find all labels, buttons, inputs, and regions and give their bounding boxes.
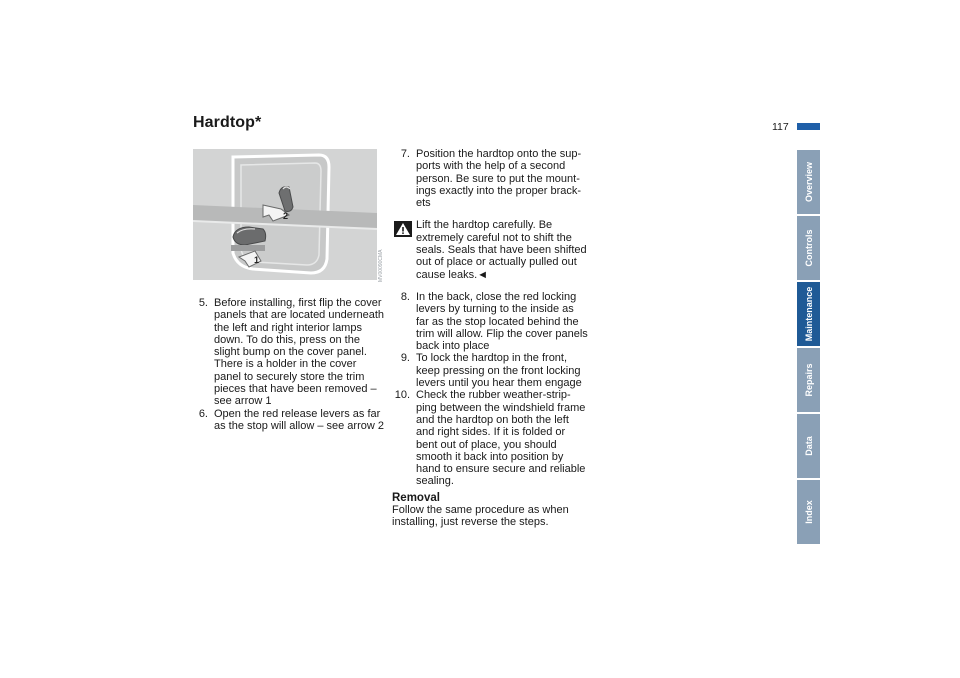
step-6 [196, 408, 386, 433]
section-tabs [797, 150, 820, 546]
tab-repairs-label: Repairs [803, 363, 814, 397]
tab-controls[interactable] [797, 216, 820, 280]
step-text: In the back, close the red locking levers by turning to the inside as far as the stop located behind the trim will allow. Flip the cover panels back into place [416, 290, 588, 353]
tab-index-label: Index [803, 500, 814, 524]
step-7 [392, 148, 588, 209]
removal-text: Follow the same procedure as when installing, just reverse the steps. [392, 504, 569, 529]
hardtop-illustration [193, 149, 377, 280]
page-number: 117 [772, 121, 789, 133]
warning-second-line: extremely careful not to shift the seals. Seals that have been shifted out of place or actually pulled out cause leaks.◄ [416, 231, 587, 281]
column-right [392, 148, 588, 529]
step-8 [392, 291, 588, 352]
tab-repairs[interactable] [797, 348, 820, 412]
step-text: Open the red release levers as far as the stop will allow – see arrow 2 [214, 407, 384, 432]
callout-2: 2 [283, 211, 289, 221]
tab-maintenance-label: Maintenance [803, 286, 814, 342]
step-10 [392, 389, 588, 487]
column-left [196, 297, 386, 432]
step-5 [196, 297, 386, 408]
tab-overview[interactable] [797, 150, 820, 214]
step-number: 5. [198, 297, 208, 309]
tab-index[interactable] [797, 480, 820, 544]
tab-overview-label: Overview [803, 161, 814, 203]
tab-maintenance[interactable] [797, 282, 820, 346]
step-number: 10. [394, 389, 410, 402]
step-9 [392, 352, 588, 389]
warning-icon [394, 221, 412, 237]
warning-note [392, 219, 588, 280]
step-number: 7. [400, 148, 410, 160]
page-number-bar [797, 123, 820, 130]
page-title: Hardtop* [193, 114, 262, 131]
tab-data[interactable] [797, 414, 820, 478]
tab-controls-label: Controls [803, 229, 814, 267]
step-number: 9. [400, 352, 410, 365]
step-text: Position the hardtop onto the sup-ports with the help of a second person. Be sure to put the mount-ings exactly into the proper brack-ets [416, 148, 582, 210]
step-number: 6. [198, 407, 208, 420]
step-number: 8. [400, 290, 410, 303]
hardtop-lever-drawing [193, 149, 377, 280]
warning-first-line: Lift the hardtop carefully. Be [416, 219, 553, 232]
step-text: Check the rubber weather-strip-ping between the windshield frame and the hardtop on both the left and right sides. If it is folded or bent out of place, you should smooth it back into position by hand to ensure secure and reliable sealing. [416, 389, 586, 488]
step-text: Before installing, first flip the cover panels that are located underneath the left and right interior lamps down. To do this, press on the slight bump on the cover panel. There is a holder in the cover panel to securely store the trim pieces that have been removed – see arrow 1 [214, 297, 385, 408]
section-heading-removal: Removal [392, 491, 440, 504]
figure-code: MV00090CMA [378, 249, 384, 282]
step-text: To lock the hardtop in the front, keep pressing on the front locking levers until you hear them engage [416, 352, 582, 390]
callout-1: 1 [254, 255, 260, 265]
tab-data-label: Data [803, 436, 814, 456]
